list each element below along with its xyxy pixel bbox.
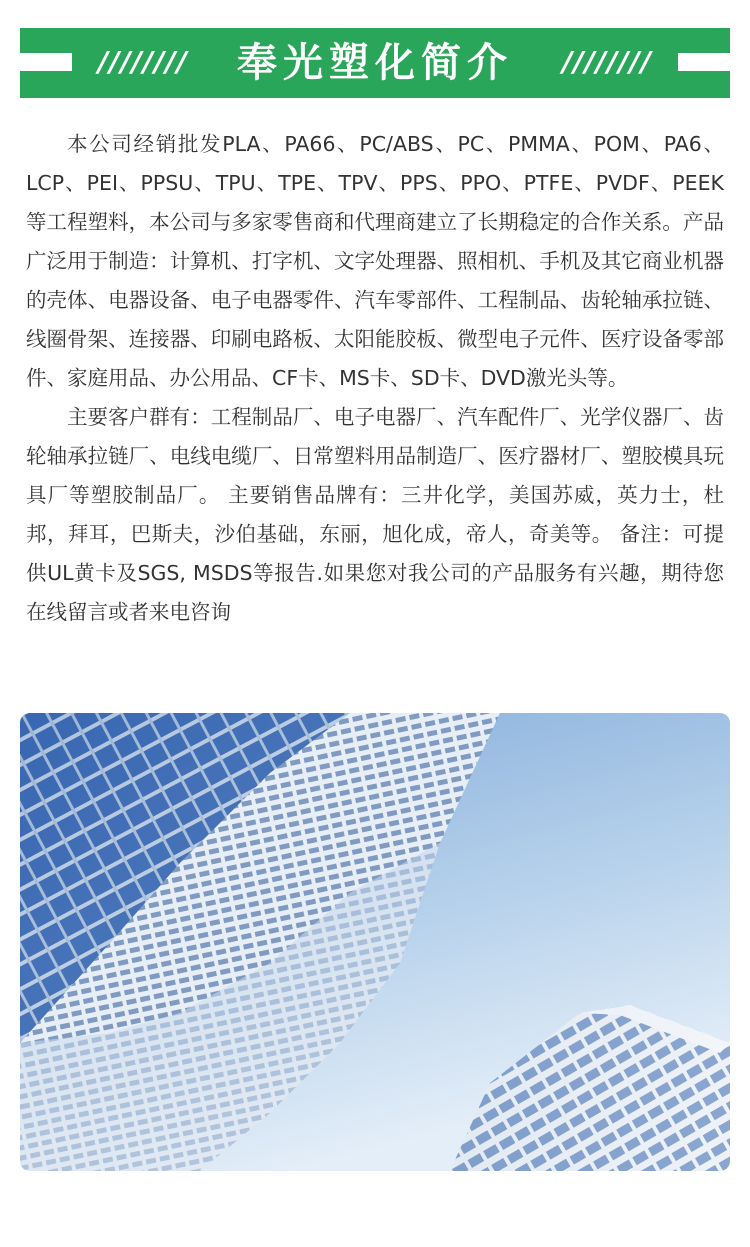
skyscraper-illustration bbox=[20, 713, 730, 1171]
skyscraper-photo bbox=[20, 713, 730, 1171]
page-title: 奉光塑化简介 bbox=[237, 40, 513, 86]
intro-paragraph-customers: 主要客户群有：工程制品厂、电子电器厂、汽车配件厂、光学仪器厂、齿轮轴承拉链厂、电线电缆厂、日常塑料用品制造厂、医疗器材厂、塑胶模具玩具厂等塑胶制品厂。 主要销售品牌有：三井化学，美国苏威，英力士，杜邦，拜耳，巴斯夫，沙伯基础，东丽，旭化成，帝人，奇美等。 备注：可提供UL黄卡及SGS, MSDS等报告.如果您对我公司的产品服务有兴趣，期待您在线留言或者来电咨询 bbox=[26, 405, 724, 624]
title-banner bbox=[20, 28, 730, 98]
intro-paragraph-products: 本公司经销批发PLA、PA66、PC/ABS、PC、PMMA、POM、PA6、LCP、PEI、PPSU、TPU、TPE、TPV、PPS、PPO、PTFE、PVDF、PEEK等工程塑料，本公司与多家零售商和代理商建立了长期稳定的合作关系。产品广泛用于制造：计算机、打字机、文字处理器、照相机、手机及其它商业机器的壳体、电器设备、电子电器零件、汽车零部件、工程制品、齿轮轴承拉链、线圈骨架、连接器、印刷电路板、太阳能胶板、微型电子元件、医疗设备零部件、家庭用品、办公用品、CF卡、MS卡、SD卡、DVD激光头等。 bbox=[26, 132, 724, 390]
company-intro bbox=[26, 125, 724, 632]
banner-left-slashes: //////// bbox=[98, 45, 188, 78]
banner-right-slashes: //////// bbox=[562, 45, 652, 78]
